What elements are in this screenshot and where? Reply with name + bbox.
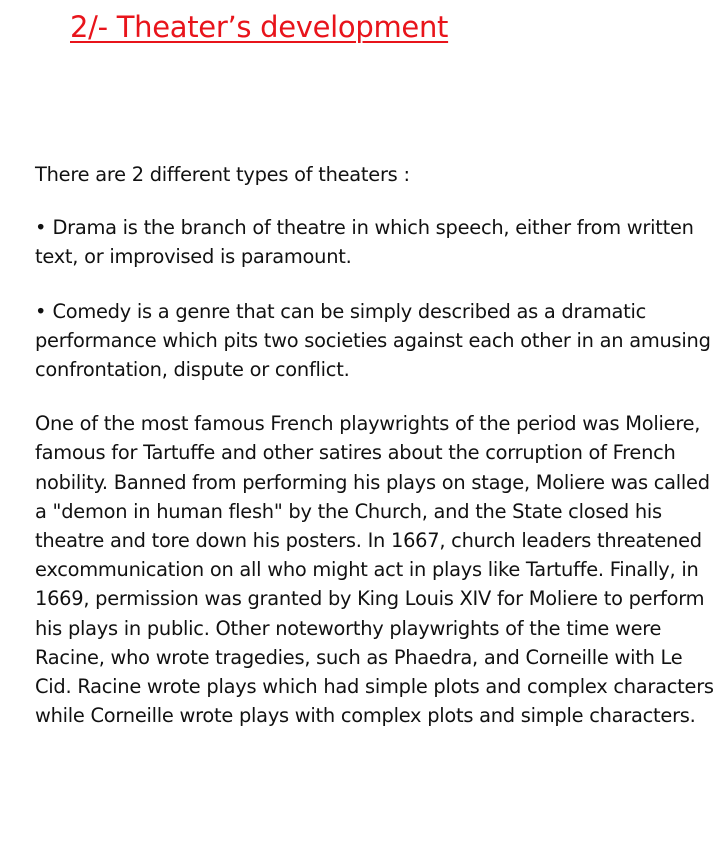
bullet-item-comedy — [35, 297, 715, 385]
bullet-marker: • — [35, 299, 47, 323]
bullet-marker: • — [35, 216, 47, 240]
moliere-paragraph: One of the most famous French playwrights of the period was Moliere, famous for Tartuffe and other satires about the corruption of French nobility. Banned from performing his plays on stage, Moliere was called a "demon in human flesh" by the Church, and the State closed his theatre and tore down his posters. In 1667, church leaders threatened excommunication on all who might act in plays like Tartuffe. Finally, in 1669, permission was granted by King Louis XIV for Moliere to perform his plays in public. Other noteworthy playwrights of the time were Racine, who wrote tragedies, such as Phaedra, and Corneille with Le Cid. Racine wrote plays which had simple plots and complex characters while Corneille wrote plays with complex plots and simple characters. — [35, 412, 714, 728]
slide-body — [35, 160, 715, 730]
intro-text: There are 2 different types of theaters : — [35, 163, 410, 186]
bullet-item-drama — [35, 213, 715, 271]
bullet-text: Drama is the branch of theatre in which speech, either from written text, or improvised is paramount. — [35, 216, 694, 269]
bullet-text: Comedy is a genre that can be simply described as a dramatic performance which pits two societies against each other in an amusing confrontation, dispute or conflict. — [35, 299, 711, 382]
slide-title: 2/- Theater’s development — [70, 10, 449, 44]
